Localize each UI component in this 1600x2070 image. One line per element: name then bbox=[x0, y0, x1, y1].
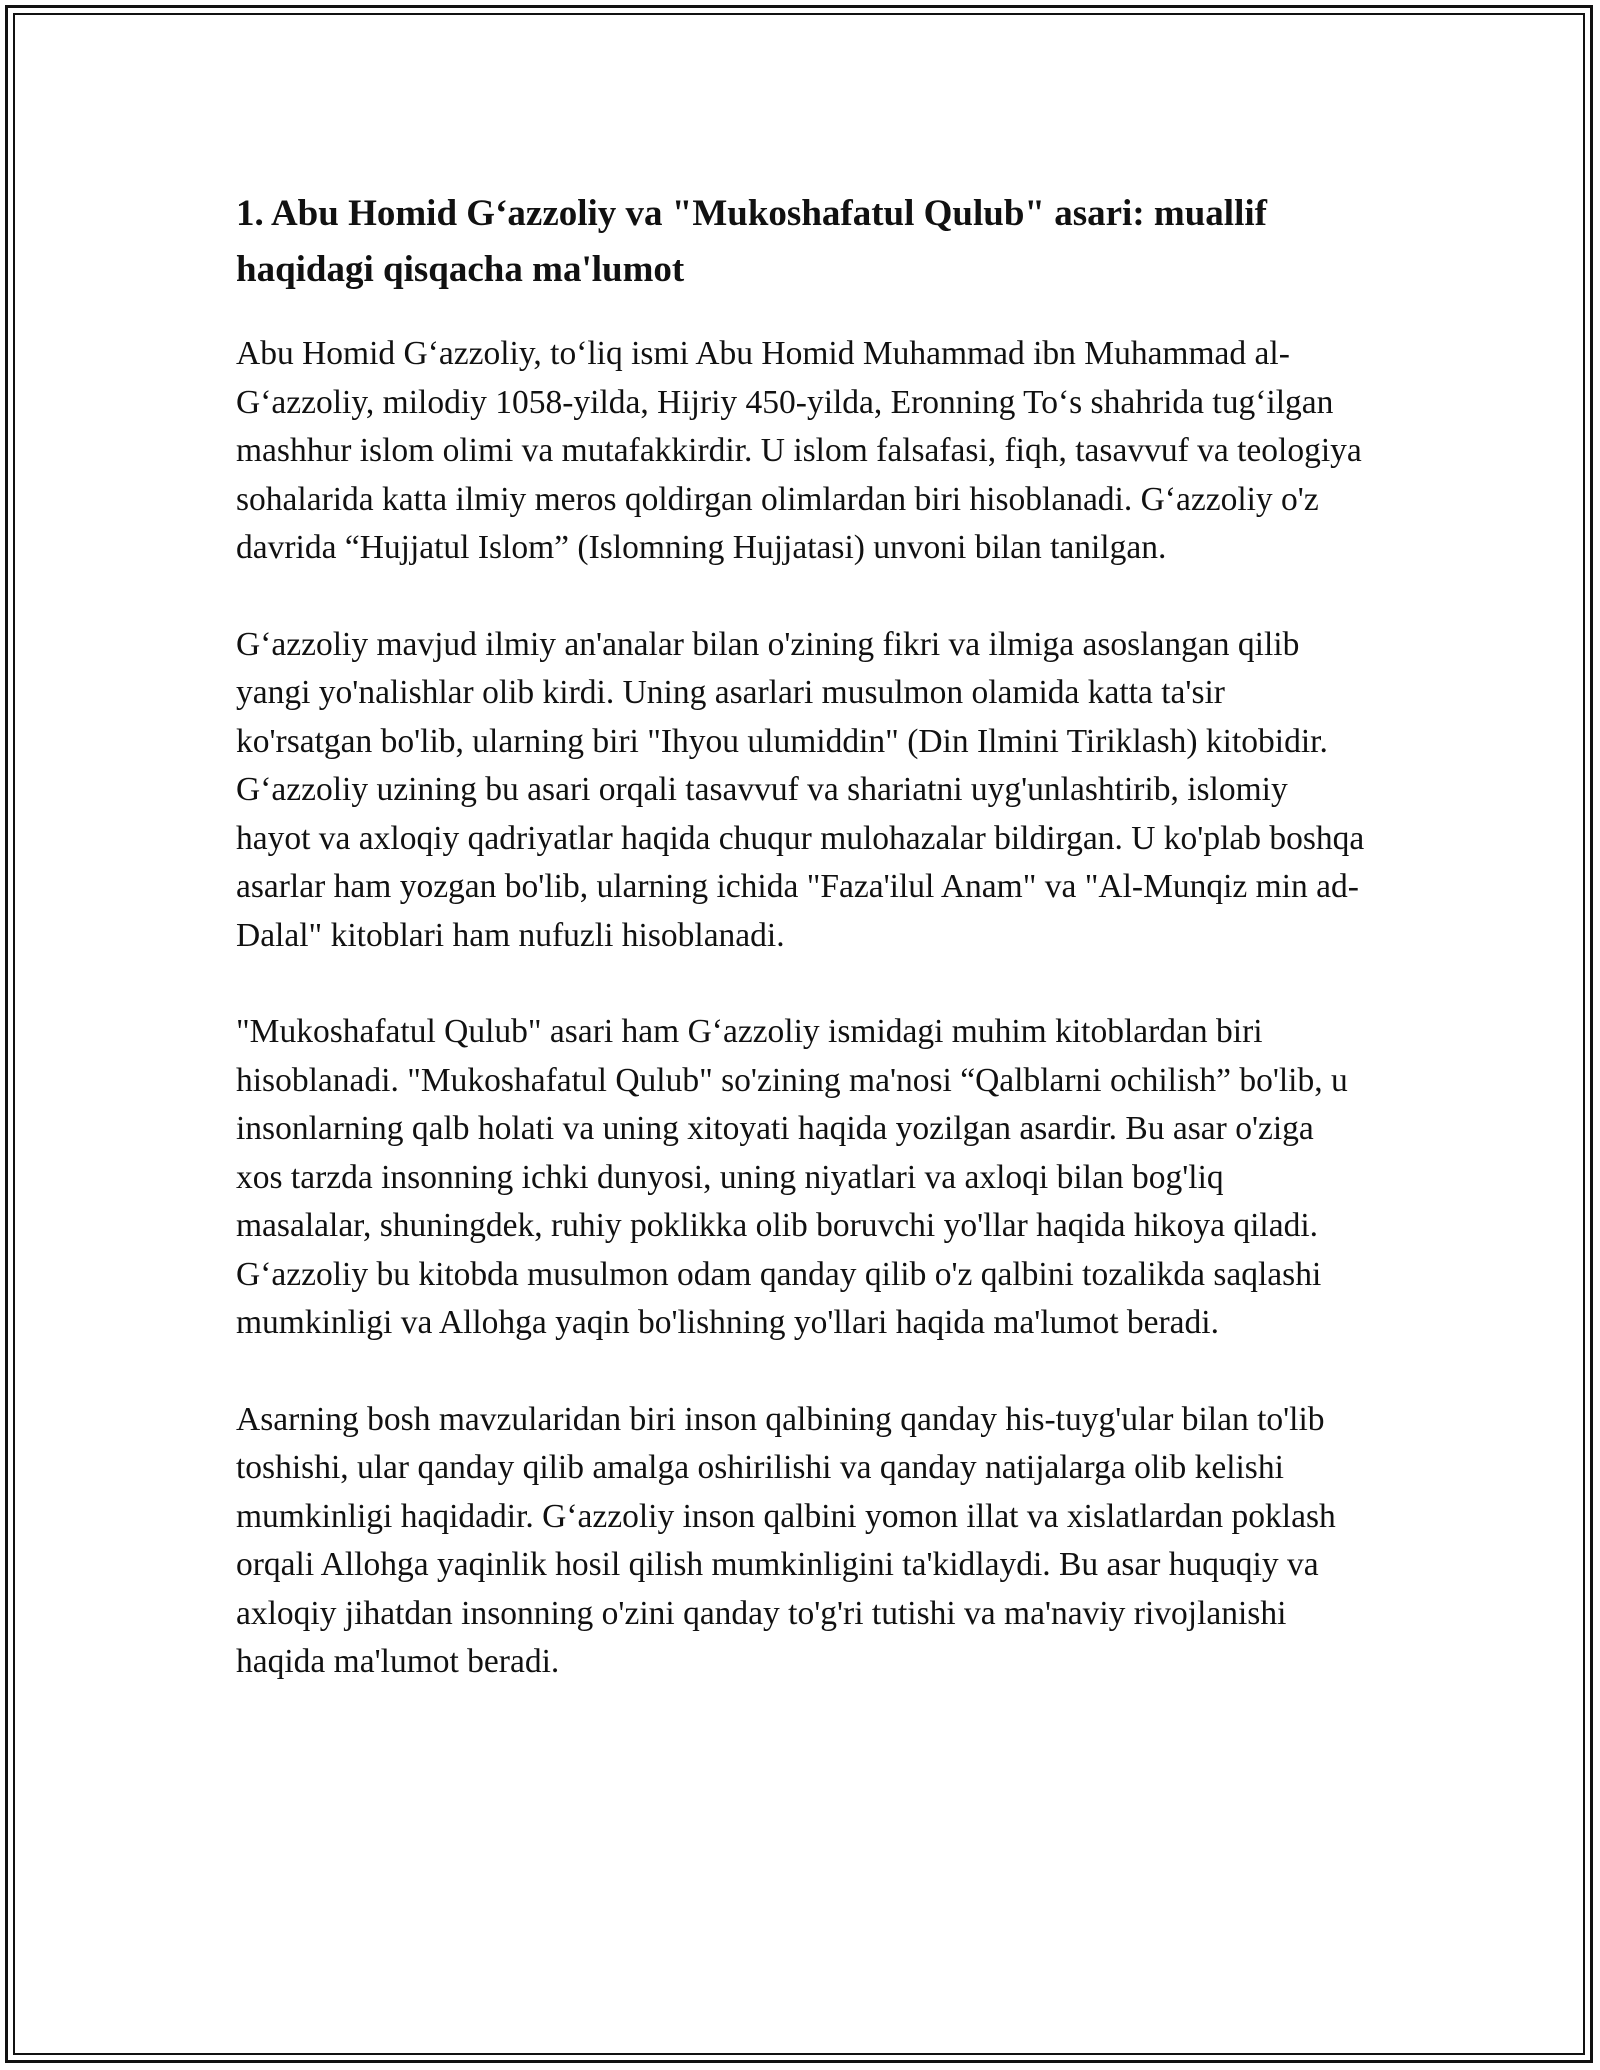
document-body bbox=[236, 186, 1366, 1735]
paragraph-1: Abu Homid G‘azzoliy, to‘liq ismi Abu Homid Muhammad ibn Muhammad al-G‘azzoliy, milodiy 1058-yilda, Hijriy 450-yilda, Eronning To‘s shahrida tug‘ilgan mashhur islom olimi va mutafakkirdir. U islom falsafasi, fiqh, tasavvuf va teologiya sohalarida katta ilmiy meros qoldirgan olimlardan biri hisoblanadi. G‘azzoliy o'z davrida “Hujjatul Islom” (Islomning Hujjatasi) unvoni bilan tanilgan. bbox=[236, 335, 1362, 566]
paragraph-2: G‘azzoliy mavjud ilmiy an'analar bilan o'zining fikri va ilmiga asoslangan qilib yangi yo'nalishlar olib kirdi. Uning asarlari musulmon olamida katta ta'sir ko'rsatgan bo'lib, ularning biri "Ihyou ulumiddin" (Din Ilmini Tiriklash) kitobidir. G‘azzoliy uzining bu asari orqali tasavvuf va shariatni uyg'unlashtirib, islomiy hayot va axloqiy qadriyatlar haqida chuqur mulohazalar bildirgan. U ko'plab boshqa asarlar ham yozgan bo'lib, ularning ichida "Faza'ilul Anam" va "Al-Munqiz min ad-Dalal" kitoblari ham nufuzli hisoblanadi. bbox=[236, 625, 1365, 954]
paragraph-3: "Mukoshafatul Qulub" asari ham G‘azzoliy ismidagi muhim kitoblardan biri hisoblanadi. "Mukoshafatul Qulub" so'zining ma'nosi “Qalblarni ochilish” bo'lib, u insonlarning qalb holati va uning xitoyati haqida yozilgan asardir. Bu asar o'ziga xos tarzda insonning ichki dunyosi, uning niyatlari va axloqi bilan bog'liq masalalar, shuningdek, ruhiy poklikka olib boruvchi yo'llar haqida hikoya qiladi. G‘azzoliy bu kitobda musulmon odam qanday qilib o'z qalbini tozalikda saqlashi mumkinligi va Allohga yaqin bo'lishning yo'llari haqida ma'lumot beradi. bbox=[236, 1013, 1348, 1341]
section-heading: 1. Abu Homid G‘azzoliy va "Mukoshafatul Qulub" asari: muallif haqidagi qisqacha ma'lumot bbox=[236, 193, 1267, 290]
paragraph-4: Asarning bosh mavzularidan biri inson qalbining qanday his-tuyg'ular bilan to'lib toshishi, ular qanday qilib amalga oshirilishi va qanday natijalarga olib kelishi mumkinligi haqidadir. G‘azzoliy inson qalbini yomon illat va xislatlardan poklash orqali Allohga yaqinlik hosil qilish mumkinligini ta'kidlaydi. Bu asar huquqiy va axloqiy jihatdan insonning o'zini qanday to'g'ri tutishi va ma'naviy rivojlanishi haqida ma'lumot beradi. bbox=[236, 1400, 1336, 1680]
